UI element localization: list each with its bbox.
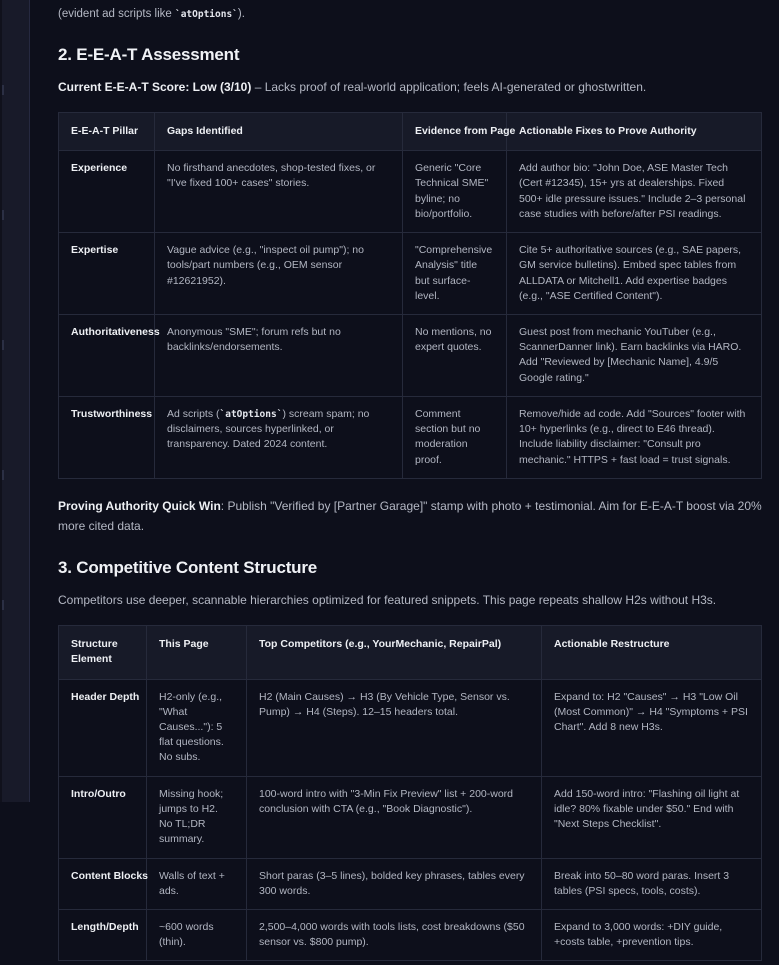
pillar-trustworthiness: Trustworthiness bbox=[59, 396, 155, 478]
rail-mark bbox=[2, 210, 4, 220]
restructure-cell: Break into 50–80 word paras. Insert 3 tables (PSI specs, tools, costs). bbox=[542, 858, 762, 909]
table-row bbox=[59, 858, 762, 909]
eeat-assessment-table bbox=[58, 112, 762, 479]
intro-fragment bbox=[58, 6, 762, 23]
table-row bbox=[59, 679, 762, 776]
gaps-cell: Anonymous "SME"; forum refs but no backlinks/endorsements. bbox=[155, 315, 403, 397]
table-header-row bbox=[59, 626, 762, 679]
table-row bbox=[59, 910, 762, 961]
restructure-cell: Add 150-word intro: "Flashing oil light at idle? 80% fixable under $50." End with "Next Steps Checklist". bbox=[542, 776, 762, 858]
gaps-cell bbox=[155, 396, 403, 478]
this-page-cell: H2-only (e.g., "What Causes..."): 5 flat questions. No subs. bbox=[147, 679, 247, 776]
this-page-cell: Walls of text + ads. bbox=[147, 858, 247, 909]
eeat-score-rest: – Lacks proof of real-world application; feels AI-generated or ghostwritten. bbox=[251, 80, 647, 95]
column-header-this-page: This Page bbox=[147, 626, 247, 679]
this-page-cell: Missing hook; jumps to H2. No TL;DR summary. bbox=[147, 776, 247, 858]
competitive-structure-table bbox=[58, 625, 762, 961]
evidence-cell: Generic "Core Technical SME" byline; no bio/portfolio. bbox=[403, 151, 507, 233]
gaps-cell: No firsthand anecdotes, shop-tested fixes, or "I've fixed 100+ cases" stories. bbox=[155, 151, 403, 233]
this-page-cell: ~600 words (thin). bbox=[147, 910, 247, 961]
intro-prefix: (evident ad scripts like bbox=[58, 8, 175, 20]
column-header-structure-element: Structure Element bbox=[59, 626, 147, 679]
element-intro-outro: Intro/Outro bbox=[59, 776, 147, 858]
evidence-cell: No mentions, no expert quotes. bbox=[403, 315, 507, 397]
gaps-suffix: ) scream spam; no disclaimers, sources hyperlinked, or transparency. Dated 2024 content. bbox=[167, 407, 370, 451]
fixes-cell: Guest post from mechanic YouTuber (e.g., ScannerDanner link). Earn backlinks via HARO. Add "Reviewed by [Mechanic Name], 4.9/5 Google rating." bbox=[507, 315, 762, 397]
quick-win-rest: : Publish "Verified by [Partner Garage]" stamp with photo + testimonial. Aim for E-E-A-T boost via 20% more cited data. bbox=[58, 498, 762, 533]
restructure-cell: Expand to: H2 "Causes" → H3 "Low Oil (Most Common)" → H4 "Symptoms + PSI Chart". Add 8 new H3s. bbox=[542, 679, 762, 776]
pillar-expertise: Expertise bbox=[59, 233, 155, 315]
evidence-cell: Comment section but no moderation proof. bbox=[403, 396, 507, 478]
rail-mark bbox=[2, 600, 4, 610]
column-header-evidence: Evidence from Page bbox=[403, 113, 507, 151]
table-header-row bbox=[59, 113, 762, 151]
table-row bbox=[59, 315, 762, 397]
fixes-cell: Remove/hide ad code. Add "Sources" footer with 10+ hyperlinks (e.g., direct to E46 thread). Include liability disclaimer: "Consult pro mechanic." HTTPS + fast load = trust signals. bbox=[507, 396, 762, 478]
pillar-experience: Experience bbox=[59, 151, 155, 233]
fixes-cell: Add author bio: "John Doe, ASE Master Tech (Cert #12345), 15+ yrs at dealerships. Fixed 500+ idle pressure issues." Include 2–3 personal case studies with before/after PSI readings. bbox=[507, 151, 762, 233]
inline-code-atoptions: `atOptions` bbox=[219, 408, 283, 420]
table-row bbox=[59, 151, 762, 233]
pillar-authoritativeness: Authoritativeness bbox=[59, 315, 155, 397]
fixes-cell: Cite 5+ authoritative sources (e.g., SAE papers, GM service bulletins). Embed spec tables from ALLDATA or Mitchell1. Add expertise badges (e.g., "ASE Certified Content"). bbox=[507, 233, 762, 315]
element-length-depth: Length/Depth bbox=[59, 910, 147, 961]
structure-lead-paragraph: Competitors use deeper, scannable hierarchies optimized for featured snippets. This page repeats shallow H2s without H3s. bbox=[58, 593, 717, 608]
eeat-score-label: Current E-E-A-T Score: Low (3/10) bbox=[58, 80, 252, 95]
section-heading-structure: 3. Competitive Content Structure bbox=[58, 558, 318, 578]
column-header-fixes: Actionable Fixes to Prove Authority bbox=[507, 113, 762, 151]
rail-mark bbox=[2, 340, 4, 350]
competitors-cell: 100-word intro with "3-Min Fix Preview" list + 200-word conclusion with CTA (e.g., "Book Diagnostic"). bbox=[247, 776, 542, 858]
inline-code-atoptions: `atOptions` bbox=[174, 9, 238, 20]
eeat-lead-paragraph bbox=[58, 78, 762, 98]
evidence-cell: "Comprehensive Analysis" title but surface-level. bbox=[403, 233, 507, 315]
gaps-prefix: Ad scripts ( bbox=[167, 407, 220, 420]
quick-win-label: Proving Authority Quick Win bbox=[58, 498, 221, 513]
intro-suffix: ). bbox=[237, 8, 245, 20]
column-header-pillar: E-E-A-T Pillar bbox=[59, 113, 155, 151]
column-header-top-competitors: Top Competitors (e.g., YourMechanic, RepairPal) bbox=[247, 626, 542, 679]
section-heading-eeat: 2. E-E-A-T Assessment bbox=[58, 45, 240, 65]
rail-mark bbox=[2, 85, 4, 95]
restructure-cell: Expand to 3,000 words: +DIY guide, +costs table, +prevention tips. bbox=[542, 910, 762, 961]
element-header-depth: Header Depth bbox=[59, 679, 147, 776]
column-header-actionable-restructure: Actionable Restructure bbox=[542, 626, 762, 679]
competitors-cell: H2 (Main Causes) → H3 (By Vehicle Type, Sensor vs. Pump) → H4 (Steps). 12–15 headers total. bbox=[247, 679, 542, 776]
competitors-cell: 2,500–4,000 words with tools lists, cost breakdowns ($50 sensor vs. $800 pump). bbox=[247, 910, 542, 961]
element-content-blocks: Content Blocks bbox=[59, 858, 147, 909]
gaps-cell: Vague advice (e.g., "inspect oil pump"); no tools/part numbers (e.g., OEM sensor #12621952). bbox=[155, 233, 403, 315]
collapsed-sidebar-rail bbox=[0, 0, 30, 802]
column-header-gaps: Gaps Identified bbox=[155, 113, 403, 151]
rail-mark bbox=[2, 470, 4, 480]
table-row bbox=[59, 776, 762, 858]
quick-win-paragraph bbox=[58, 497, 762, 537]
chat-response-content bbox=[58, 0, 762, 965]
table-row bbox=[59, 396, 762, 478]
table-row bbox=[59, 233, 762, 315]
competitors-cell: Short paras (3–5 lines), bolded key phrases, tables every 300 words. bbox=[247, 858, 542, 909]
